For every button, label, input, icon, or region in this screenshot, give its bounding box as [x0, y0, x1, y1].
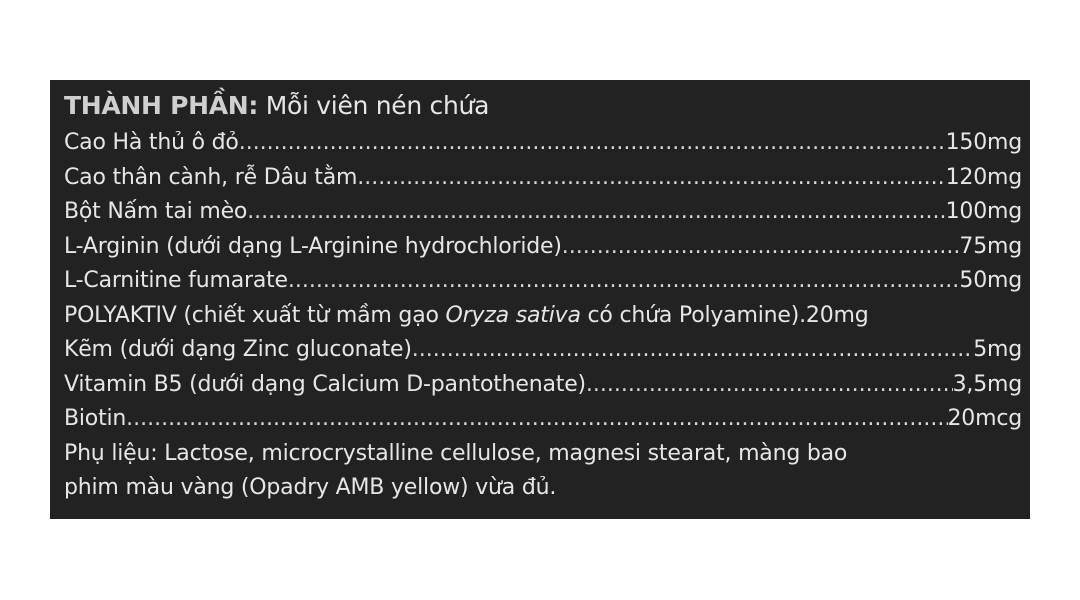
ingredient-name-part: POLYAKTIV (chiết xuất từ mầm gạo: [64, 302, 446, 328]
ingredient-amount: 150mg: [945, 130, 1022, 155]
excipients-line: phim màu vàng (Opadry AMB yellow) vừa đủ.: [64, 475, 557, 500]
ingredient-name: L-Carnitine fumarate: [64, 268, 288, 293]
ingredient-row: [64, 333, 1024, 368]
dot-leader: [126, 402, 947, 437]
ingredient-name: [64, 299, 806, 334]
ingredient-name: Kẽm (dưới dạng Zinc gluconate): [64, 337, 412, 362]
composition-label: THÀNH PHẦN:: [64, 91, 259, 120]
ingredient-row: [64, 161, 1024, 196]
ingredient-row: [64, 264, 1024, 299]
ingredient-amount: 50mg: [959, 268, 1022, 293]
ingredient-row: [64, 195, 1024, 230]
ingredient-amount: 120mg: [945, 164, 1022, 190]
excipients-text: [64, 437, 1024, 506]
ingredient-name-italic: Oryza sativa: [445, 302, 581, 328]
ingredients-panel: [50, 80, 1030, 519]
ingredient-amount: 3,5mg: [952, 371, 1022, 397]
dot-leader: [562, 230, 960, 265]
ingredient-amount: 20mcg: [947, 406, 1022, 431]
ingredient-name: Cao thân cành, rễ Dâu tằm: [64, 164, 358, 190]
dot-leader: [412, 333, 973, 368]
dot-leader: [357, 161, 945, 196]
ingredient-row: [64, 402, 1024, 437]
ingredient-amount: 100mg: [945, 199, 1022, 224]
ingredient-amount: 75mg: [959, 233, 1022, 259]
dot-leader: [288, 264, 960, 299]
ingredient-name-part: có chứa Polyamine).: [580, 302, 806, 328]
ingredient-name: Cao Hà thủ ô đỏ: [64, 130, 239, 155]
composition-subtitle: Mỗi viên nén chứa: [258, 91, 490, 120]
ingredient-row: [64, 368, 1024, 403]
ingredient-amount: 20mg: [805, 302, 869, 328]
ingredient-row: [64, 299, 1024, 334]
ingredient-name: Bột Nấm tai mèo: [64, 199, 248, 224]
ingredient-row: [64, 126, 1024, 161]
ingredient-name: L-Arginin (dưới dạng L-Arginine hydrochloride): [64, 233, 562, 259]
dot-leader: [247, 195, 945, 230]
excipients-line: Phụ liệu: Lactose, microcrystalline cellulose, magnesi stearat, màng bao: [64, 440, 848, 466]
ingredient-name: Vitamin B5 (dưới dạng Calcium D-pantothenate): [64, 371, 586, 397]
ingredient-name: Biotin: [64, 406, 127, 431]
dot-leader: [586, 368, 953, 403]
dot-leader: [239, 126, 946, 161]
ingredient-amount: 5mg: [973, 337, 1022, 362]
ingredient-row: [64, 230, 1024, 265]
composition-heading: [64, 86, 1024, 126]
